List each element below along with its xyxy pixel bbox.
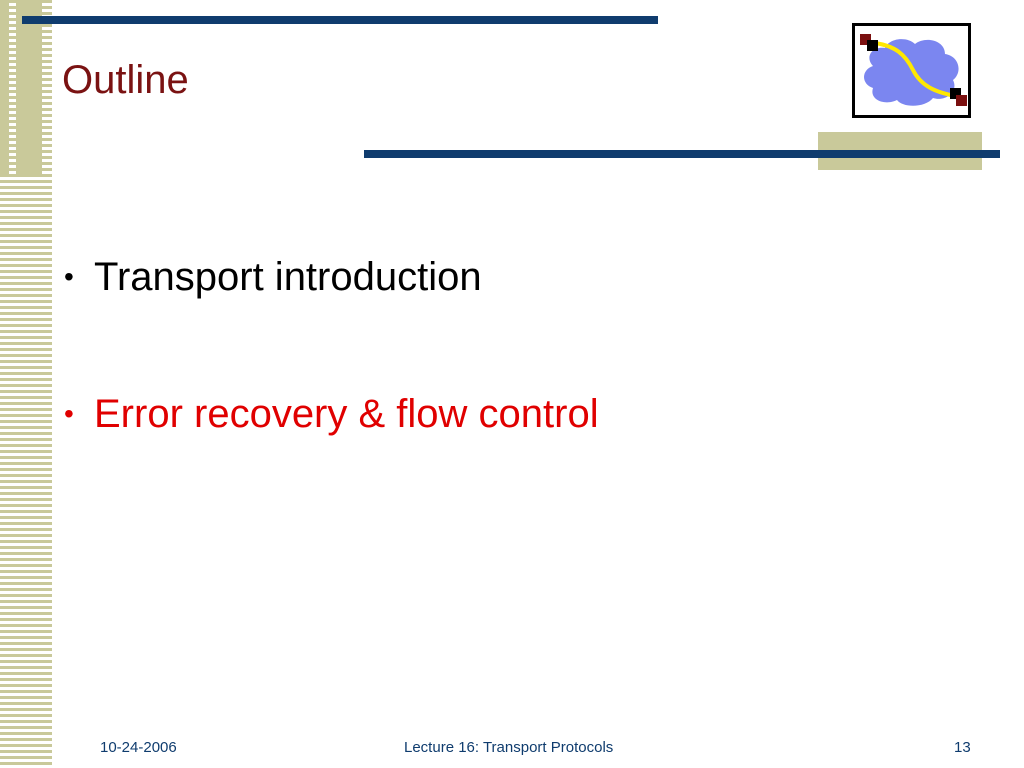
- bullet-item-error-recovery: [62, 381, 962, 447]
- footer-date: 10-24-2006: [100, 739, 177, 756]
- bullet-text: Transport introduction: [94, 255, 482, 299]
- left-border-outer-stripes: [42, 0, 52, 175]
- left-border-solid-strip-a: [0, 0, 9, 175]
- node-square-black-top: [867, 40, 878, 51]
- bullet-dot: •: [64, 398, 74, 429]
- bullet-list: [62, 244, 962, 518]
- bullet-item-transport-introduction: [62, 244, 962, 310]
- slide-title: Outline: [62, 58, 189, 102]
- cloud-shape: [864, 39, 959, 106]
- node-square-dark-red-bottom: [956, 95, 967, 106]
- footer-page-number: 13: [954, 739, 971, 756]
- bullet-text: Error recovery & flow control: [94, 392, 599, 436]
- footer-lecture-title: Lecture 16: Transport Protocols: [404, 739, 614, 756]
- left-border-solid-strip-b: [16, 0, 42, 175]
- title-underline-bar: [364, 150, 1000, 158]
- left-border-gap-stripes: [9, 0, 16, 175]
- network-cloud-icon: [852, 23, 971, 118]
- bullet-dot: •: [64, 261, 74, 292]
- top-decorative-bar: [22, 16, 658, 24]
